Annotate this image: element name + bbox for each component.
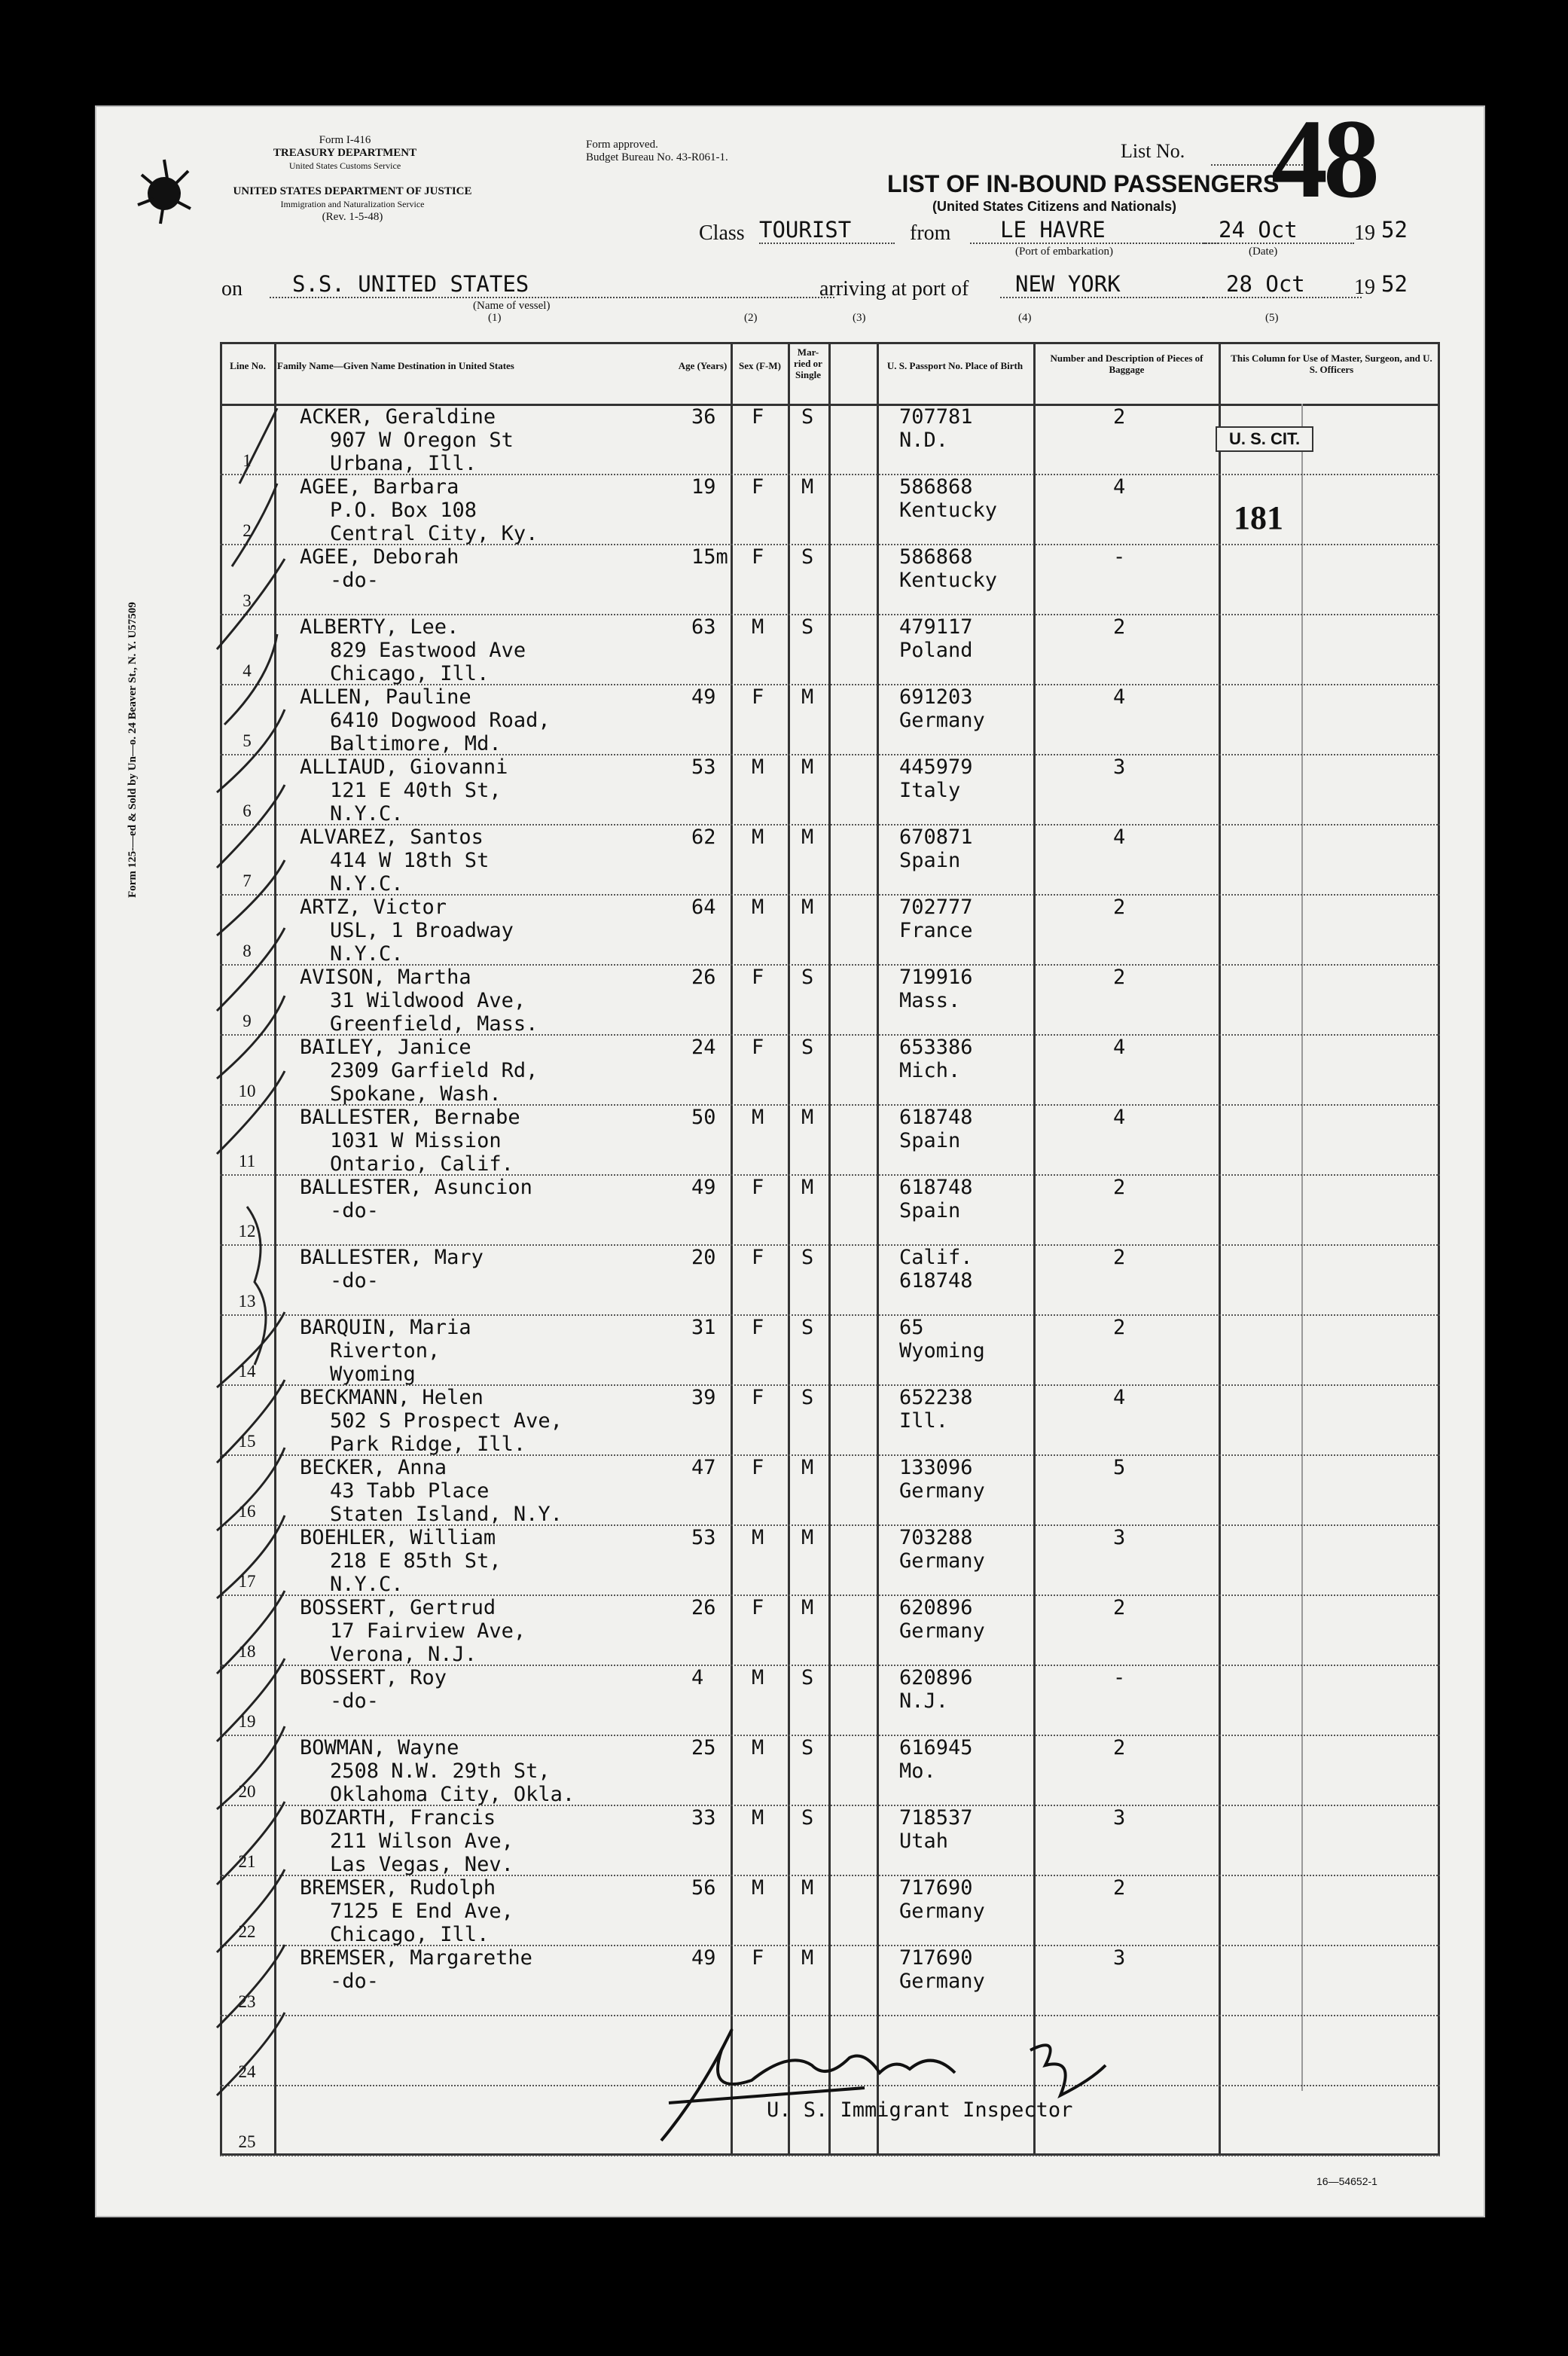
marital-status: M (801, 1596, 814, 1619)
passenger-sex: F (752, 1176, 764, 1199)
passenger-address-2: Staten Island, N.Y. (330, 1503, 563, 1526)
passenger-age: 33 (691, 1806, 716, 1830)
passport-number: 479117 (899, 615, 973, 639)
passenger-age: 53 (691, 755, 716, 779)
baggage-count: 2 (1113, 966, 1126, 989)
class-value: TOURIST (759, 217, 895, 244)
passport-number: 717690 (899, 1946, 973, 1970)
passenger-age: 49 (691, 1946, 716, 1970)
marital-status: S (801, 1736, 814, 1759)
passenger-name: BALLESTER, Asuncion (300, 1176, 532, 1199)
passenger-address-2: Park Ridge, Ill. (330, 1433, 526, 1456)
passenger-age: 26 (691, 966, 716, 989)
passenger-sex: F (752, 475, 764, 499)
marital-status: M (801, 1106, 814, 1129)
passenger-name: BECKER, Anna (300, 1456, 447, 1479)
marital-status: M (801, 1876, 814, 1900)
line-number: 4 (243, 661, 252, 680)
passport-number: 670871 (899, 826, 973, 849)
passenger-sex: M (752, 1736, 764, 1759)
passenger-age: 56 (691, 1876, 716, 1900)
col-num-2: (2) (744, 312, 758, 324)
passenger-age: 15m (691, 545, 728, 569)
place-of-birth: N.D. (899, 429, 949, 452)
header-line-no: Line No. (230, 360, 266, 371)
place-of-birth: Mo. (899, 1759, 936, 1783)
passenger-sex: F (752, 1386, 764, 1409)
passenger-age: 63 (691, 615, 716, 639)
baggage-count: 2 (1113, 896, 1126, 919)
header-married: Mar-ried or Single (794, 346, 822, 380)
passenger-sex: F (752, 1596, 764, 1619)
line-number: 23 (238, 1992, 256, 2011)
baggage-count: 2 (1113, 615, 1126, 639)
passenger-name: ACKER, Geraldine (300, 405, 496, 429)
passport-number: 445979 (899, 755, 973, 779)
passenger-age: 4 (691, 1666, 704, 1689)
place-of-birth: France (899, 919, 973, 942)
passenger-name: AGEE, Deborah (300, 545, 459, 569)
passport-number: 620896 (899, 1666, 973, 1689)
passenger-address-1: 7125 E End Ave, (330, 1900, 514, 1923)
line-number: 6 (243, 801, 252, 820)
passenger-name: BREMSER, Rudolph (300, 1876, 496, 1900)
inspector-signature (639, 2005, 1166, 2156)
baggage-count: 3 (1113, 1806, 1126, 1830)
form-approved: Form approved. (586, 139, 658, 151)
passenger-name: ALBERTY, Lee. (300, 615, 459, 639)
passenger-sex: F (752, 966, 764, 989)
passenger-age: 24 (691, 1036, 716, 1059)
passenger-address-2: N.Y.C. (330, 872, 404, 896)
passenger-name: BALLESTER, Mary (300, 1246, 484, 1269)
passenger-sex: M (752, 896, 764, 919)
passport-number: 718537 (899, 1806, 973, 1830)
passenger-age: 36 (691, 405, 716, 429)
year-prefix-2: 19 (1354, 276, 1375, 299)
passenger-address-1: 211 Wilson Ave, (330, 1830, 514, 1853)
marital-status: M (801, 896, 814, 919)
passenger-age: 49 (691, 685, 716, 709)
passport-number: 620896 (899, 1596, 973, 1619)
baggage-count: 2 (1113, 1246, 1126, 1269)
passenger-sex: F (752, 545, 764, 569)
ins-service: Immigration and Naturalization Service (280, 199, 425, 209)
line-number: 15 (238, 1432, 256, 1451)
passenger-address-1: -do- (330, 1970, 380, 1993)
passenger-address-2: Spokane, Wash. (330, 1082, 502, 1106)
passenger-sex: F (752, 1246, 764, 1269)
passenger-age: 19 (691, 475, 716, 499)
date-caption: (Date) (1249, 246, 1278, 258)
form-number: Form I-416 (319, 134, 371, 146)
class-label: Class (699, 221, 745, 245)
justice-department: UNITED STATES DEPARTMENT OF JUSTICE (233, 185, 472, 197)
passport-number: 653386 (899, 1036, 973, 1059)
place-of-birth: Italy (899, 779, 961, 802)
passport-number: 618748 (899, 1106, 973, 1129)
place-of-birth: Spain (899, 1199, 961, 1222)
passport-number: 707781 (899, 405, 973, 429)
passenger-sex: F (752, 1316, 764, 1339)
baggage-count: 2 (1113, 1316, 1126, 1339)
passenger-address-2: Central City, Ky. (330, 522, 538, 545)
col-num-3: (3) (853, 312, 866, 324)
passenger-sex: M (752, 1526, 764, 1549)
passenger-address-2: Chicago, Ill. (330, 662, 490, 685)
passenger-address-1: 1031 W Mission (330, 1129, 502, 1152)
on-label: on (221, 277, 243, 301)
place-of-birth: Germany (899, 709, 985, 732)
passenger-age: 39 (691, 1386, 716, 1409)
marital-status: M (801, 1456, 814, 1479)
passenger-name: AGEE, Barbara (300, 475, 459, 499)
passenger-name: BOSSERT, Roy (300, 1666, 447, 1689)
baggage-count: 3 (1113, 1946, 1126, 1970)
arriving-label: arriving at port of (819, 277, 969, 301)
passenger-address-2: Wyoming (330, 1363, 416, 1386)
passenger-sex: F (752, 405, 764, 429)
marital-status: S (801, 1806, 814, 1830)
passenger-name: BOZARTH, Francis (300, 1806, 496, 1830)
passenger-sex: F (752, 1946, 764, 1970)
marital-status: S (801, 405, 814, 429)
passenger-name: BOEHLER, William (300, 1526, 496, 1549)
depart-date: 24 Oct (1203, 217, 1354, 244)
year-prefix-1: 19 (1354, 221, 1375, 245)
passenger-address-1: 414 W 18th St (330, 849, 490, 872)
passenger-address-1: 43 Tabb Place (330, 1479, 490, 1503)
inspector-caption: U. S. Immigrant Inspector (767, 2098, 1073, 2122)
passport-number: 616945 (899, 1736, 973, 1759)
baggage-count: 3 (1113, 1526, 1126, 1549)
header-officers: This Column for Use of Master, Surgeon, and U. S. Officers (1231, 352, 1432, 375)
place-of-birth: Germany (899, 1479, 985, 1503)
passenger-address-2: N.Y.C. (330, 942, 404, 966)
passport-number: 618748 (899, 1176, 973, 1199)
passenger-age: 20 (691, 1246, 716, 1269)
passenger-name: BAILEY, Janice (300, 1036, 471, 1059)
line-number: 22 (238, 1922, 256, 1941)
passenger-address-1: P.O. Box 108 (330, 499, 477, 522)
line-number: 17 (238, 1572, 256, 1591)
passport-number: 719916 (899, 966, 973, 989)
passenger-age: 25 (691, 1736, 716, 1759)
passport-number: 652238 (899, 1386, 973, 1409)
place-of-birth: Spain (899, 1129, 961, 1152)
passenger-address-1: -do- (330, 1199, 380, 1222)
passenger-name: ALVAREZ, Santos (300, 826, 484, 849)
baggage-count: 4 (1113, 826, 1126, 849)
list-no-label: List No. (1121, 140, 1185, 162)
marital-status: S (801, 1316, 814, 1339)
place-of-birth: Germany (899, 1970, 985, 1993)
col-num-1: (1) (488, 312, 502, 324)
marital-status: M (801, 826, 814, 849)
marital-status: M (801, 1526, 814, 1549)
passenger-address-1: Riverton, (330, 1339, 441, 1363)
place-of-birth: Spain (899, 849, 961, 872)
passenger-name: AVISON, Martha (300, 966, 471, 989)
passenger-address-2: Ontario, Calif. (330, 1152, 514, 1176)
passenger-name: ARTZ, Victor (300, 896, 447, 919)
baggage-count: 4 (1113, 685, 1126, 709)
handwritten-check-marks (187, 408, 383, 2216)
arrival-port: NEW YORK (1000, 271, 1203, 298)
passenger-address-2: Urbana, Ill. (330, 452, 477, 475)
passenger-name: BARQUIN, Maria (300, 1316, 471, 1339)
marital-status: M (801, 755, 814, 779)
printer-imprint: Form 125-—ed & Sold by Un—o. 24 Beaver St., N. Y. U57509 (127, 602, 139, 898)
passenger-address-1: 2309 Garfield Rd, (330, 1059, 538, 1082)
passenger-name: ALLIAUD, Giovanni (300, 755, 508, 779)
footer-code: 16—54652-1 (1316, 2175, 1377, 2187)
passenger-address-2: Baltimore, Md. (330, 732, 502, 755)
place-of-birth: Mich. (899, 1059, 961, 1082)
marital-status: M (801, 1176, 814, 1199)
line-number: 18 (238, 1642, 256, 1661)
line-number: 8 (243, 941, 252, 960)
list-title: LIST OF IN-BOUND PASSENGERS (887, 170, 1280, 197)
passport-number: 586868 (899, 545, 973, 569)
citizen-count: 181 (1234, 499, 1283, 536)
line-number: 2 (243, 521, 252, 540)
line-number: 14 (238, 1362, 256, 1381)
passenger-name: BALLESTER, Bernabe (300, 1106, 520, 1129)
marital-status: S (801, 1666, 814, 1689)
list-number: 48 (1271, 96, 1375, 221)
baggage-count: 5 (1113, 1456, 1126, 1479)
customs-service: United States Customs Service (288, 160, 401, 171)
year-suffix-1: 52 (1381, 217, 1408, 243)
citizen-stamp: U. S. CIT. (1216, 426, 1313, 452)
place-of-birth: Kentucky (899, 499, 998, 522)
marital-status: M (801, 1946, 814, 1970)
list-subtitle: (United States Citizens and Nationals) (932, 199, 1177, 214)
passenger-sex: M (752, 1876, 764, 1900)
place-of-birth: Utah (899, 1830, 949, 1853)
passenger-name: BOWMAN, Wayne (300, 1736, 459, 1759)
baggage-count: 3 (1113, 755, 1126, 779)
line-number: 13 (238, 1292, 256, 1311)
passenger-age: 31 (691, 1316, 716, 1339)
passenger-sex: M (752, 1106, 764, 1129)
year-suffix-2: 52 (1381, 271, 1408, 297)
col-num-4: (4) (1018, 312, 1032, 324)
baggage-count: 4 (1113, 1036, 1126, 1059)
from-value: LE HAVRE (970, 217, 1219, 244)
passenger-address-1: 121 E 40th St, (330, 779, 502, 802)
passport-number: Calif. (899, 1246, 973, 1269)
baggage-count: 2 (1113, 1736, 1126, 1759)
baggage-count: 4 (1113, 1106, 1126, 1129)
place-of-birth: Germany (899, 1619, 985, 1643)
passenger-name: BECKMANN, Helen (300, 1386, 484, 1409)
marital-status: S (801, 966, 814, 989)
marital-status: S (801, 615, 814, 639)
arrival-date: 28 Oct (1203, 271, 1362, 298)
passport-number: 702777 (899, 896, 973, 919)
passenger-sex: M (752, 755, 764, 779)
line-number: 11 (238, 1152, 256, 1170)
passenger-address-2: Oklahoma City, Okla. (330, 1783, 575, 1806)
place-of-birth: 618748 (899, 1269, 973, 1292)
passport-number: 717690 (899, 1876, 973, 1900)
baggage-count: 2 (1113, 1596, 1126, 1619)
place-of-birth: Kentucky (899, 569, 998, 592)
passenger-sex: M (752, 615, 764, 639)
passenger-address-2: N.Y.C. (330, 1573, 404, 1596)
passenger-address-1: USL, 1 Broadway (330, 919, 514, 942)
line-number: 9 (243, 1012, 252, 1030)
passenger-address-1: 502 S Prospect Ave, (330, 1409, 563, 1433)
baggage-count: 2 (1113, 1876, 1126, 1900)
passenger-sex: M (752, 1666, 764, 1689)
line-number: 25 (238, 2132, 256, 2151)
marital-status: S (801, 1386, 814, 1409)
marital-status: S (801, 1246, 814, 1269)
passenger-age: 47 (691, 1456, 716, 1479)
passenger-address-1: 17 Fairview Ave, (330, 1619, 526, 1643)
passenger-address-1: 218 E 85th St, (330, 1549, 502, 1573)
baggage-count: - (1113, 1666, 1126, 1689)
passenger-sex: M (752, 1806, 764, 1830)
treasury-department: TREASURY DEPARTMENT (273, 147, 417, 159)
passenger-address-1: -do- (330, 1689, 380, 1713)
baggage-count: 2 (1113, 1176, 1126, 1199)
place-of-birth: N.J. (899, 1689, 949, 1713)
passport-number: 65 (899, 1316, 924, 1339)
passport-number: 133096 (899, 1456, 973, 1479)
passport-number: 703288 (899, 1526, 973, 1549)
port-embark-caption: (Port of embarkation) (1015, 246, 1113, 258)
passenger-address-2: N.Y.C. (330, 802, 404, 826)
marital-status: S (801, 1036, 814, 1059)
passport-number: 586868 (899, 475, 973, 499)
manifest-page (95, 96, 1485, 2217)
col-num-5: (5) (1265, 312, 1279, 324)
passenger-address-2: Verona, N.J. (330, 1643, 477, 1666)
baggage-count: 4 (1113, 1386, 1126, 1409)
place-of-birth: Mass. (899, 989, 961, 1012)
place-of-birth: Wyoming (899, 1339, 985, 1363)
line-number: 20 (238, 1782, 256, 1801)
passenger-sex: F (752, 685, 764, 709)
header-age: Age (Years) (678, 360, 728, 371)
passenger-age: 26 (691, 1596, 716, 1619)
passenger-sex: F (752, 1456, 764, 1479)
line-number: 16 (238, 1502, 256, 1521)
passenger-address-1: 907 W Oregon St (330, 429, 514, 452)
line-number: 7 (243, 871, 252, 890)
passenger-age: 50 (691, 1106, 716, 1129)
header-sex: Sex (F-M) (739, 360, 781, 371)
baggage-count: 4 (1113, 475, 1126, 499)
passenger-address-1: 2508 N.W. 29th St, (330, 1759, 551, 1783)
line-number: 19 (238, 1712, 256, 1731)
passenger-sex: M (752, 826, 764, 849)
passenger-address-1: -do- (330, 1269, 380, 1292)
header-passport: U. S. Passport No. Place of Birth (886, 360, 1023, 371)
passenger-age: 53 (691, 1526, 716, 1549)
marital-status: M (801, 685, 814, 709)
line-number: 24 (238, 2062, 256, 2081)
passenger-address-1: 6410 Dogwood Road, (330, 709, 551, 732)
passenger-address-1: 829 Eastwood Ave (330, 639, 526, 662)
place-of-birth: Germany (899, 1549, 985, 1573)
passenger-address-1: 31 Wildwood Ave, (330, 989, 526, 1012)
passenger-name: BREMSER, Margarethe (300, 1946, 532, 1970)
line-number: 5 (243, 731, 252, 750)
passport-number: 691203 (899, 685, 973, 709)
passenger-age: 62 (691, 826, 716, 849)
passenger-address-1: -do- (330, 569, 380, 592)
place-of-birth: Germany (899, 1900, 985, 1923)
passenger-address-2: Chicago, Ill. (330, 1923, 490, 1946)
place-of-birth: Ill. (899, 1409, 949, 1433)
baggage-count: 2 (1113, 405, 1126, 429)
passenger-age: 64 (691, 896, 716, 919)
passenger-name: BOSSERT, Gertrud (300, 1596, 496, 1619)
passenger-sex: F (752, 1036, 764, 1059)
marital-status: S (801, 545, 814, 569)
header-baggage: Number and Description of Pieces of Baggage (1050, 352, 1203, 375)
line-number: 21 (238, 1852, 256, 1871)
line-number: 10 (238, 1082, 256, 1100)
line-number: 1 (243, 451, 252, 470)
line-number: 12 (238, 1222, 256, 1241)
place-of-birth: Poland (899, 639, 973, 662)
revision: (Rev. 1-5-48) (322, 211, 383, 223)
passenger-age: 49 (691, 1176, 716, 1199)
vessel-name: S.S. UNITED STATES (270, 271, 834, 298)
passenger-address-2: Greenfield, Mass. (330, 1012, 538, 1036)
header-name: Family Name—Given Name Destination in United States (277, 360, 514, 371)
marital-status: M (801, 475, 814, 499)
from-label: from (910, 221, 951, 245)
baggage-count: - (1113, 545, 1126, 569)
passenger-address-2: Las Vegas, Nev. (330, 1853, 514, 1876)
budget-bureau: Budget Bureau No. 43-R061-1. (586, 151, 728, 163)
vessel-caption: (Name of vessel) (473, 300, 551, 312)
passenger-name: ALLEN, Pauline (300, 685, 471, 709)
line-number: 3 (243, 591, 252, 610)
